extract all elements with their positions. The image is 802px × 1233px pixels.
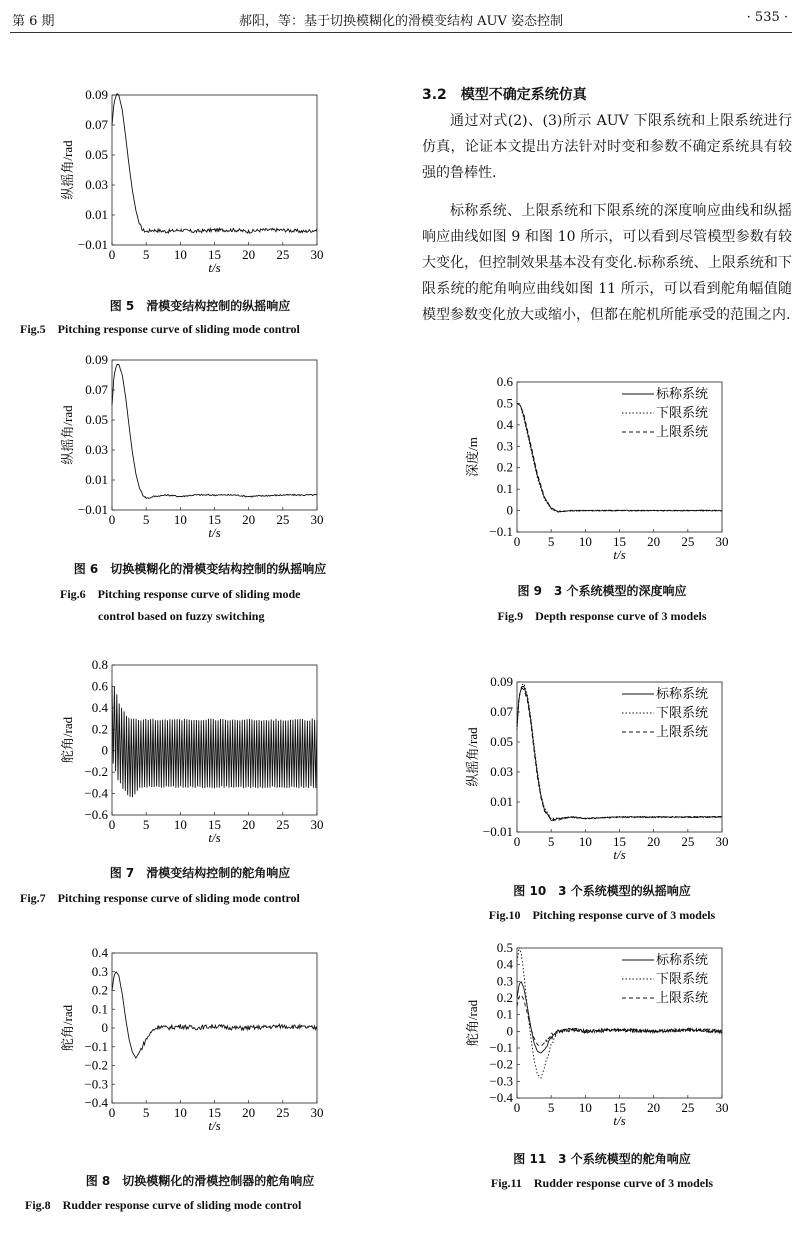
y-tick-label: 0.2 bbox=[91, 982, 108, 998]
y-tick-label: −0.4 bbox=[84, 1095, 108, 1110]
x-tick-label: 30 bbox=[310, 1105, 324, 1120]
x-axis-label: t/s bbox=[208, 525, 221, 540]
x-tick-label: 20 bbox=[242, 247, 256, 262]
fig9-caption-cn: 图 9 3 个系统模型的深度响应 bbox=[517, 584, 687, 598]
series-line-1 bbox=[112, 94, 317, 233]
y-tick-label: 0.2 bbox=[496, 459, 513, 475]
y-tick-label: 0.09 bbox=[85, 87, 108, 102]
x-tick-label: 5 bbox=[547, 834, 555, 849]
x-tick-label: 20 bbox=[242, 817, 256, 832]
y-tick-label: 0.5 bbox=[496, 395, 513, 411]
x-tick-label: 0 bbox=[108, 512, 116, 527]
fig5-caption-en: Fig.5 Pitching response curve of sliding mode control bbox=[20, 322, 300, 336]
y-tick-label: 0.1 bbox=[496, 481, 513, 497]
x-tick-label: 30 bbox=[310, 817, 324, 832]
y-tick-label: 0.1 bbox=[91, 1001, 108, 1017]
fig7-caption-cn: 图 7 滑模变结构控制的舵角响应 bbox=[109, 866, 291, 880]
x-tick-label: 20 bbox=[242, 512, 256, 527]
y-tick-label: 0.09 bbox=[85, 352, 108, 367]
series-line-1 bbox=[112, 685, 317, 797]
x-tick-label: 20 bbox=[647, 834, 661, 849]
figure-9 bbox=[455, 372, 745, 567]
y-tick-label: 0.4 bbox=[496, 416, 513, 432]
x-tick-label: 5 bbox=[547, 534, 555, 549]
x-tick-label: 0 bbox=[513, 834, 521, 849]
y-tick-label: 0.01 bbox=[490, 794, 513, 809]
x-tick-label: 10 bbox=[173, 817, 187, 832]
figure-10 bbox=[455, 672, 745, 867]
fig8-chart bbox=[50, 943, 340, 1138]
x-tick-label: 15 bbox=[613, 534, 626, 549]
y-tick-label: 0.3 bbox=[496, 438, 513, 454]
x-tick-label: 15 bbox=[208, 512, 221, 527]
y-tick-label: −0.4 bbox=[84, 785, 108, 801]
y-tick-label: 0.07 bbox=[490, 704, 513, 719]
y-tick-label: −0.2 bbox=[84, 764, 108, 780]
y-tick-label: −0.01 bbox=[77, 237, 108, 252]
y-tick-label: −0.1 bbox=[84, 1038, 108, 1054]
y-tick-label: 0.07 bbox=[85, 117, 108, 132]
fig10-chart bbox=[455, 672, 745, 867]
section-heading: 3.2 模型不确定系统仿真 bbox=[422, 87, 587, 103]
x-tick-label: 25 bbox=[681, 834, 695, 849]
y-tick-label: 0 bbox=[101, 742, 108, 758]
y-tick-label: 0.6 bbox=[496, 374, 513, 389]
fig11-chart bbox=[455, 938, 745, 1133]
x-tick-label: 0 bbox=[108, 1105, 116, 1120]
legend-label: 上限系统 bbox=[656, 724, 709, 739]
issue-label: 第 6 期 bbox=[12, 14, 55, 29]
running-title: 郝阳，等：基于切换模糊化的滑模变结构 AUV 姿态控制 bbox=[239, 14, 563, 29]
x-tick-label: 0 bbox=[513, 1100, 521, 1115]
x-tick-label: 15 bbox=[208, 247, 221, 262]
y-tick-label: 0.03 bbox=[85, 442, 108, 457]
figure-5 bbox=[50, 85, 340, 280]
figure-11 bbox=[455, 938, 745, 1133]
x-tick-label: 30 bbox=[715, 1100, 729, 1115]
y-axis-label: 纵摇角/rad bbox=[60, 405, 75, 465]
y-tick-label: 0.3 bbox=[91, 963, 108, 979]
y-tick-label: −0.3 bbox=[84, 1076, 108, 1092]
x-tick-label: 10 bbox=[578, 834, 592, 849]
x-tick-label: 25 bbox=[681, 534, 695, 549]
fig6-caption-cn: 图 6 切换模糊化的滑模变结构控制的纵摇响应 bbox=[73, 562, 327, 576]
y-tick-label: 0.4 bbox=[496, 956, 513, 972]
paragraph-2: 标称系统、上限系统和下限系统的深度响应曲线和纵摇响应曲线如图 9 和图 10 所示，可以看到尽管模型参数有较大变化，但控制效果基本没有变化.标称系统、上限系统和下限系统的舵角响应曲线如图 11 所示，可以看到舵角幅值随模型参数变化放大或缩小，但都在舵机所能承受的范围之内. bbox=[422, 203, 792, 323]
x-tick-label: 5 bbox=[547, 1100, 555, 1115]
y-tick-label: −0.2 bbox=[489, 1056, 513, 1072]
fig8-caption-en: Fig.8 Rudder response curve of sliding mode control bbox=[25, 1198, 302, 1212]
x-tick-label: 10 bbox=[173, 1105, 187, 1120]
series-line-2 bbox=[517, 949, 722, 1078]
y-tick-label: 0.2 bbox=[91, 721, 108, 737]
y-axis-label: 舵角/rad bbox=[60, 716, 75, 764]
y-tick-label: −0.2 bbox=[84, 1057, 108, 1073]
y-tick-label: −0.01 bbox=[77, 502, 108, 517]
figure-7 bbox=[50, 655, 340, 850]
x-tick-label: 25 bbox=[276, 512, 290, 527]
y-tick-label: 0.5 bbox=[496, 940, 513, 955]
legend-label: 下限系统 bbox=[656, 705, 709, 720]
fig10-caption-cn: 图 10 3 个系统模型的纵摇响应 bbox=[513, 884, 691, 898]
paragraph-1: 通过对式(2)、(3)所示 AUV 下限系统和上限系统进行仿真，论证本文提出方法针对时变和参数不确定系统具有较强的鲁棒性. bbox=[422, 113, 792, 181]
series-line-1 bbox=[112, 972, 317, 1058]
y-tick-label: 0.07 bbox=[85, 382, 108, 397]
y-axis-label: 纵摇角/rad bbox=[60, 140, 75, 200]
x-axis-label: t/s bbox=[208, 830, 221, 845]
legend-label: 标称系统 bbox=[656, 686, 709, 701]
x-tick-label: 5 bbox=[142, 247, 150, 262]
y-tick-label: 0 bbox=[506, 502, 513, 518]
fig7-caption-en: Fig.7 Pitching response curve of sliding mode control bbox=[20, 891, 300, 905]
y-tick-label: −0.1 bbox=[489, 1040, 513, 1055]
header-rule bbox=[10, 32, 792, 33]
x-tick-label: 20 bbox=[647, 534, 661, 549]
x-tick-label: 5 bbox=[142, 817, 150, 832]
y-tick-label: −0.3 bbox=[489, 1073, 513, 1089]
x-tick-label: 30 bbox=[715, 834, 729, 849]
x-axis-label: t/s bbox=[208, 1118, 221, 1133]
y-tick-label: −0.4 bbox=[489, 1090, 513, 1105]
x-tick-label: 10 bbox=[578, 1100, 592, 1115]
x-tick-label: 15 bbox=[208, 1105, 221, 1120]
x-axis-label: t/s bbox=[613, 1113, 626, 1128]
x-tick-label: 30 bbox=[310, 512, 324, 527]
y-tick-label: 0.05 bbox=[85, 412, 108, 427]
fig9-caption-en: Fig.9 Depth response curve of 3 models bbox=[497, 609, 707, 623]
legend-label: 上限系统 bbox=[656, 990, 709, 1005]
x-tick-label: 25 bbox=[681, 1100, 695, 1115]
legend-label: 标称系统 bbox=[656, 386, 709, 401]
y-tick-label: 0.05 bbox=[490, 734, 513, 749]
x-tick-label: 10 bbox=[173, 247, 187, 262]
x-tick-label: 20 bbox=[647, 1100, 661, 1115]
y-tick-label: 0.01 bbox=[85, 472, 108, 487]
figure-8 bbox=[50, 943, 340, 1138]
series-line-1 bbox=[112, 365, 317, 499]
y-tick-label: 0.03 bbox=[85, 177, 108, 192]
y-axis-label: 纵摇角/rad bbox=[465, 727, 480, 787]
plot-frame bbox=[112, 360, 317, 510]
y-tick-label: 0.2 bbox=[496, 990, 513, 1005]
x-tick-label: 25 bbox=[276, 817, 290, 832]
x-tick-label: 10 bbox=[173, 512, 187, 527]
x-tick-label: 5 bbox=[142, 1105, 150, 1120]
fig6-caption-en-1: Fig.6 Pitching response curve of sliding mode bbox=[60, 587, 301, 601]
x-tick-label: 30 bbox=[715, 534, 729, 549]
x-tick-label: 20 bbox=[242, 1105, 256, 1120]
fig10-caption-en: Fig.10 Pitching response curve of 3 models bbox=[488, 908, 716, 922]
x-tick-label: 5 bbox=[142, 512, 150, 527]
y-tick-label: −0.1 bbox=[489, 524, 513, 539]
x-tick-label: 10 bbox=[578, 534, 592, 549]
x-tick-label: 0 bbox=[513, 534, 521, 549]
x-tick-label: 15 bbox=[613, 1100, 626, 1115]
fig11-caption-cn: 图 11 3 个系统模型的舵角响应 bbox=[513, 1152, 691, 1166]
y-tick-label: 0.3 bbox=[496, 973, 513, 989]
page-number: · 535 · bbox=[746, 10, 788, 25]
figure-6 bbox=[50, 350, 340, 545]
y-tick-label: 0.8 bbox=[91, 657, 108, 672]
x-tick-label: 0 bbox=[108, 817, 116, 832]
fig9-chart bbox=[455, 372, 745, 567]
x-axis-label: t/s bbox=[613, 547, 626, 562]
legend-label: 标称系统 bbox=[656, 952, 709, 967]
plot-frame bbox=[112, 95, 317, 245]
x-tick-label: 30 bbox=[310, 247, 324, 262]
fig11-caption-en: Fig.11 Rudder response curve of 3 models bbox=[490, 1176, 714, 1190]
y-tick-label: 0.09 bbox=[490, 674, 513, 689]
x-tick-label: 25 bbox=[276, 1105, 290, 1120]
y-tick-label: −0.01 bbox=[482, 824, 513, 839]
fig6-chart bbox=[50, 350, 340, 545]
y-tick-label: 0.03 bbox=[490, 764, 513, 779]
y-tick-label: 0.05 bbox=[85, 147, 108, 162]
legend-label: 下限系统 bbox=[656, 971, 709, 986]
y-tick-label: 0.4 bbox=[91, 945, 108, 960]
y-tick-label: 0 bbox=[101, 1020, 108, 1035]
y-tick-label: 0.4 bbox=[91, 699, 108, 715]
fig5-caption-cn: 图 5 滑模变结构控制的纵摇响应 bbox=[109, 299, 291, 313]
x-tick-label: 15 bbox=[208, 817, 221, 832]
legend-label: 下限系统 bbox=[656, 405, 709, 420]
y-tick-label: −0.6 bbox=[84, 807, 108, 822]
y-tick-label: 0.6 bbox=[91, 678, 108, 694]
y-tick-label: 0 bbox=[506, 1023, 513, 1039]
y-tick-label: 0.1 bbox=[496, 1006, 513, 1022]
series-line-2 bbox=[517, 684, 722, 819]
x-axis-label: t/s bbox=[613, 847, 626, 862]
legend-label: 上限系统 bbox=[656, 424, 709, 439]
fig5-chart bbox=[50, 85, 340, 280]
y-axis-label: 舵角/rad bbox=[60, 1004, 75, 1052]
x-tick-label: 25 bbox=[276, 247, 290, 262]
y-axis-label: 舵角/rad bbox=[465, 999, 480, 1047]
x-tick-label: 15 bbox=[613, 834, 626, 849]
page-header bbox=[0, 0, 802, 36]
x-tick-label: 0 bbox=[108, 247, 116, 262]
fig8-caption-cn: 图 8 切换模糊化的滑模控制器的舵角响应 bbox=[85, 1174, 315, 1188]
fig6-caption-en-2: control based on fuzzy switching bbox=[98, 609, 265, 623]
y-axis-label: 深度/m bbox=[465, 437, 480, 477]
y-tick-label: 0.01 bbox=[85, 207, 108, 222]
fig7-chart bbox=[50, 655, 340, 850]
x-axis-label: t/s bbox=[208, 260, 221, 275]
